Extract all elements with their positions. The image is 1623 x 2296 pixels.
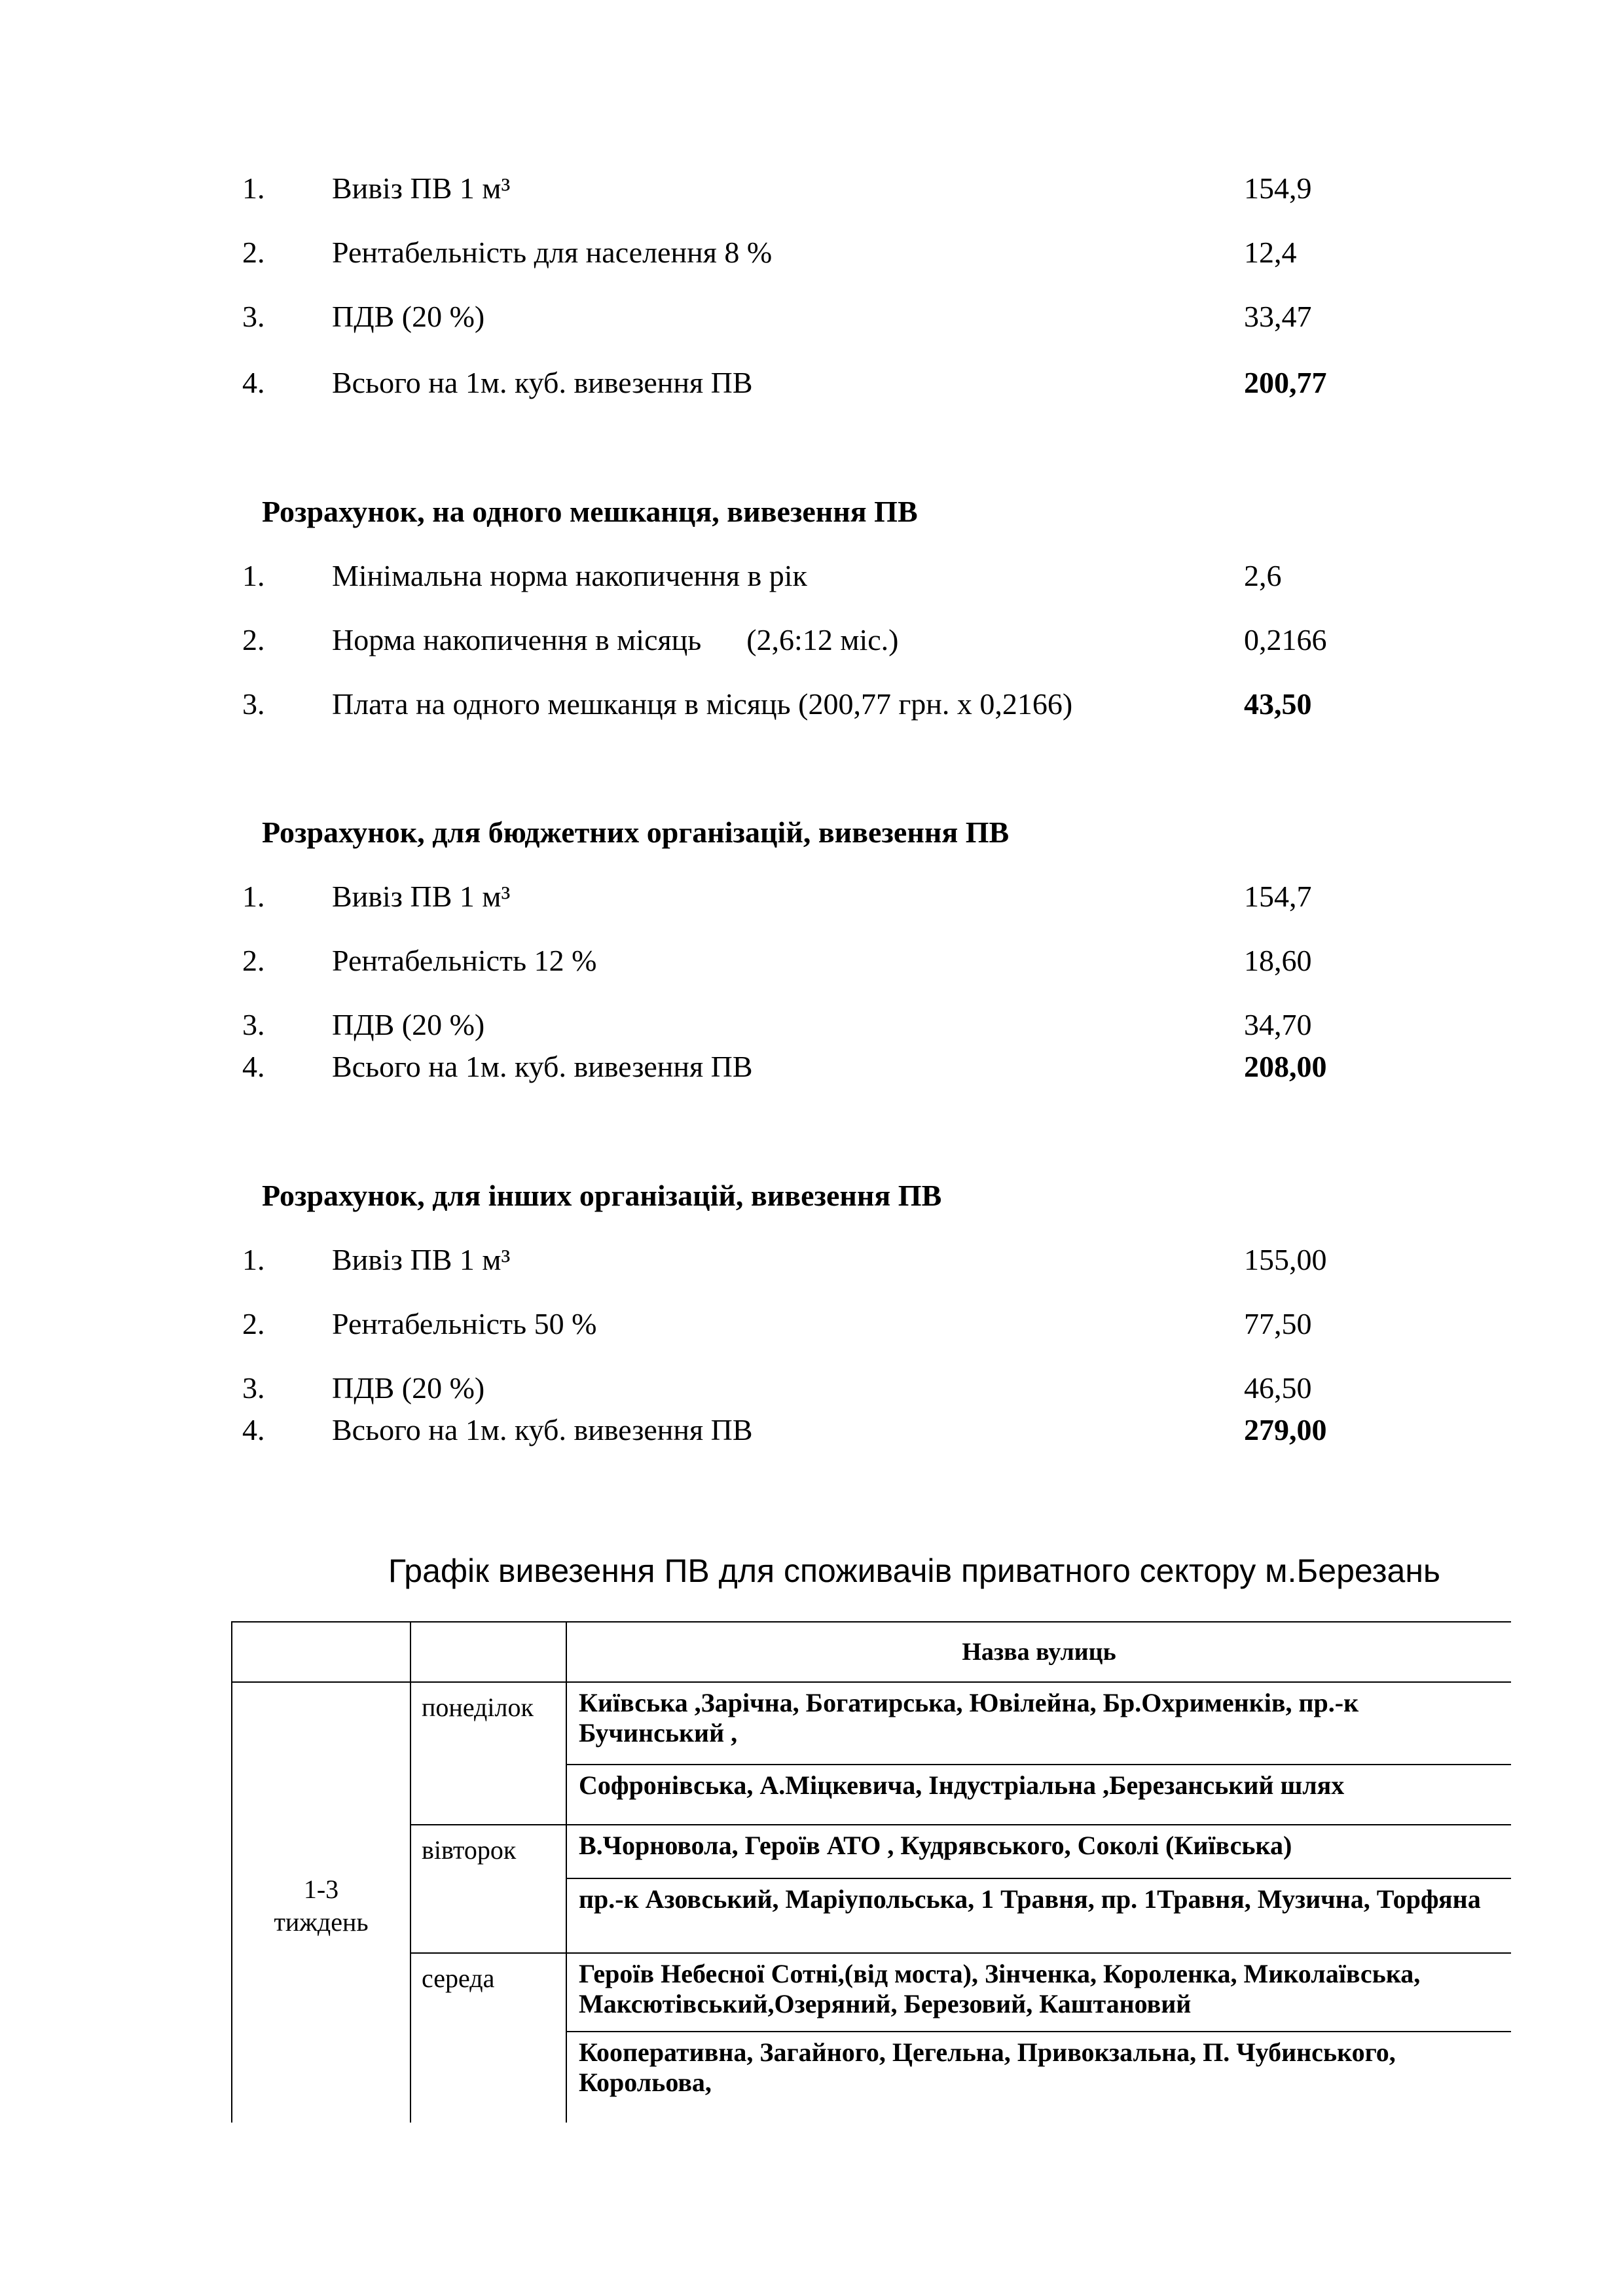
day-cell-tuesday: вівторок bbox=[410, 1825, 566, 1953]
calc-row bbox=[0, 941, 1623, 980]
row-label: Плата на одного мешканця в місяць (200,77 грн. х 0,2166) bbox=[332, 687, 1073, 721]
row-value: 154,9 bbox=[1244, 171, 1312, 205]
street-list-cell bbox=[566, 1682, 1511, 1765]
row-label: Рентабельність 12 % bbox=[332, 944, 597, 977]
street-list: Софронівська, А.Міцкевича, Індустріальна ,Березанський шлях bbox=[579, 1770, 1345, 1800]
row-total-value: 43,50 bbox=[1244, 687, 1312, 721]
table-header-empty-cell bbox=[410, 1622, 566, 1682]
row-value: 2,6 bbox=[1244, 559, 1282, 592]
row-number: 4. bbox=[242, 1413, 265, 1446]
table-row bbox=[232, 1825, 1511, 1878]
row-label: Мінімальна норма накопичення в рік bbox=[332, 559, 807, 592]
table-header-row bbox=[232, 1622, 1511, 1682]
street-list-cell bbox=[566, 1878, 1511, 1953]
calc-row bbox=[0, 556, 1623, 596]
calc-row bbox=[0, 169, 1623, 208]
row-label: ПДВ (20 %) bbox=[332, 300, 485, 333]
calc-row bbox=[0, 877, 1623, 916]
calc-row bbox=[0, 1369, 1623, 1408]
row-total-value: 200,77 bbox=[1244, 366, 1327, 399]
street-list-cell bbox=[566, 1765, 1511, 1825]
row-label: Всього на 1м. куб. вивезення ПВ bbox=[332, 1050, 753, 1083]
calc-row bbox=[0, 233, 1623, 272]
week-cell bbox=[232, 1682, 410, 2123]
street-list: В.Чорновола, Героїв АТО , Кудрявського, Соколі (Київська) bbox=[579, 1831, 1292, 1860]
row-number: 2. bbox=[242, 236, 265, 269]
row-label: Всього на 1м. куб. вивезення ПВ bbox=[332, 366, 753, 399]
street-list: Київська ,Зарічна, Богатирська, Ювілейна, Бр.Охрименків, пр.-к Бучинський , bbox=[579, 1688, 1359, 1748]
calc-row bbox=[0, 297, 1623, 336]
row-label: ПДВ (20 %) bbox=[332, 1371, 485, 1405]
day-cell-monday: понеділок bbox=[410, 1682, 566, 1825]
street-list: Героїв Небесної Сотні,(від моста), Зінченка, Короленка, Миколаївська, Максютівський,Озеряний, Березовий, Каштановий bbox=[579, 1959, 1421, 2018]
street-list-cell bbox=[566, 1953, 1511, 2032]
row-number: 2. bbox=[242, 944, 265, 977]
row-number: 3. bbox=[242, 1008, 265, 1041]
row-label: Рентабельність 50 % bbox=[332, 1307, 597, 1340]
row-value: 12,4 bbox=[1244, 236, 1297, 269]
schedule-table bbox=[231, 1621, 1511, 2123]
street-list: пр.-к Азовський, Маріупольська, 1 Травня, пр. 1Травня, Музична, Торфяна bbox=[579, 1884, 1481, 1914]
calc-row-total bbox=[0, 1410, 1623, 1450]
section-heading: Розрахунок, для інших організацій, вивезення ПВ bbox=[262, 1179, 942, 1212]
row-total-value: 279,00 bbox=[1244, 1413, 1327, 1446]
schedule-table-wrapper bbox=[231, 1621, 1511, 2123]
calc-row-total bbox=[0, 363, 1623, 403]
day-cell-wednesday: середа bbox=[410, 1953, 566, 2123]
table-row bbox=[232, 1953, 1511, 2032]
row-value: 34,70 bbox=[1244, 1008, 1312, 1041]
calc-row bbox=[0, 620, 1623, 660]
table-row bbox=[232, 1682, 1511, 1765]
row-number: 4. bbox=[242, 1050, 265, 1083]
row-value: 33,47 bbox=[1244, 300, 1312, 333]
week-label: 1-3 тиждень bbox=[274, 1874, 369, 1937]
row-number: 4. bbox=[242, 366, 265, 399]
row-value: 77,50 bbox=[1244, 1307, 1312, 1340]
row-number: 3. bbox=[242, 300, 265, 333]
row-label: Норма накопичення в місяць (2,6:12 міс.) bbox=[332, 623, 899, 656]
row-value: 46,50 bbox=[1244, 1371, 1312, 1405]
row-value: 154,7 bbox=[1244, 880, 1312, 913]
row-label: Вивіз ПВ 1 м³ bbox=[332, 171, 511, 205]
row-number: 3. bbox=[242, 687, 265, 721]
calc-row bbox=[0, 1240, 1623, 1280]
street-list: Кооперативна, Загайного, Цегельна, Привокзальна, П. Чубинського, Корольова, bbox=[579, 2037, 1396, 2097]
calc-row bbox=[0, 1005, 1623, 1045]
section-heading: Розрахунок, на одного мешканця, вивезення ПВ bbox=[262, 495, 918, 528]
schedule-title: Графік вивезення ПВ для споживачів приватного сектору м.Березань bbox=[388, 1552, 1440, 1589]
row-label: Всього на 1м. куб. вивезення ПВ bbox=[332, 1413, 753, 1446]
street-list-cell bbox=[566, 1825, 1511, 1878]
row-value: 18,60 bbox=[1244, 944, 1312, 977]
row-number: 2. bbox=[242, 1307, 265, 1340]
table-header-streets: Назва вулиць bbox=[566, 1622, 1511, 1682]
row-label: Рентабельність для населення 8 % bbox=[332, 236, 773, 269]
row-label: ПДВ (20 %) bbox=[332, 1008, 485, 1041]
section-heading: Розрахунок, для бюджетних організацій, вивезення ПВ bbox=[262, 816, 1010, 849]
row-number: 1. bbox=[242, 559, 265, 592]
row-number: 3. bbox=[242, 1371, 265, 1405]
row-number: 2. bbox=[242, 623, 265, 656]
row-value: 155,00 bbox=[1244, 1243, 1327, 1276]
street-list-cell bbox=[566, 2032, 1511, 2123]
row-label: Вивіз ПВ 1 м³ bbox=[332, 1243, 511, 1276]
row-total-value: 208,00 bbox=[1244, 1050, 1327, 1083]
row-number: 1. bbox=[242, 1243, 265, 1276]
row-number: 1. bbox=[242, 880, 265, 913]
row-label: Вивіз ПВ 1 м³ bbox=[332, 880, 511, 913]
calc-row-total bbox=[0, 685, 1623, 724]
calc-row bbox=[0, 1304, 1623, 1344]
calc-row-total bbox=[0, 1047, 1623, 1086]
row-number: 1. bbox=[242, 171, 265, 205]
table-header-empty-cell bbox=[232, 1622, 410, 1682]
row-value: 0,2166 bbox=[1244, 623, 1327, 656]
